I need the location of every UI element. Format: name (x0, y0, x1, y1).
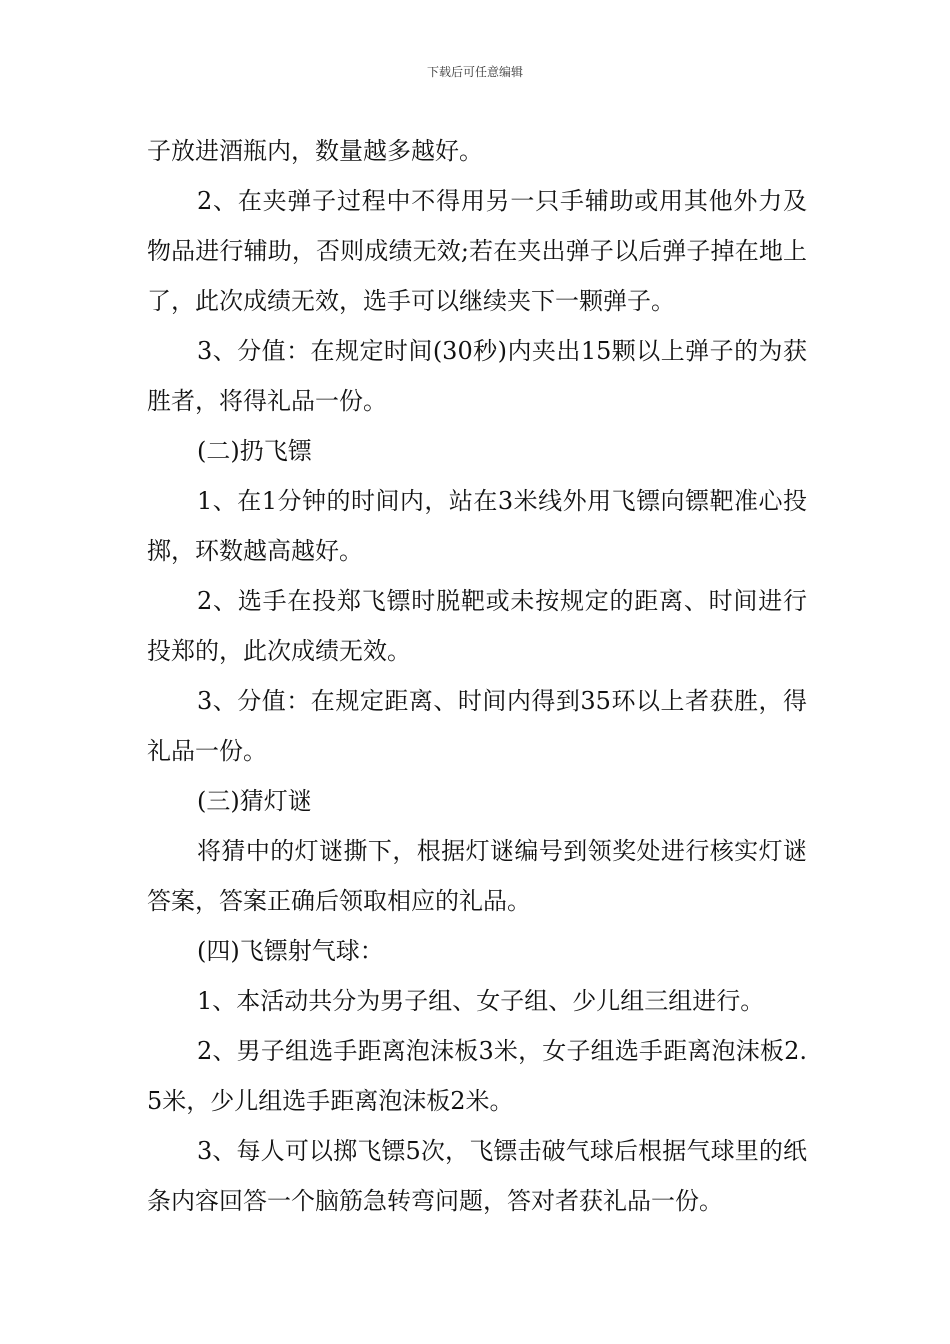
paragraph: 将猜中的灯谜撕下，根据灯谜编号到领奖处进行核实灯谜答案，答案正确后领取相应的礼品。 (147, 837, 807, 915)
paragraph: 3、分值：在规定距离、时间内得到35环以上者获胜，得礼品一份。 (147, 687, 807, 765)
paragraph: 2、在夹弹子过程中不得用另一只手辅助或用其他外力及物品进行辅助，否则成绩无效;若在夹出弹子以后弹子掉在地上了，此次成绩无效，选手可以继续夹下一颗弹子。 (147, 187, 807, 315)
paragraph: 3、分值：在规定时间(30秒)内夹出15颗以上弹子的为获胜者，将得礼品一份。 (147, 337, 807, 415)
paragraph: 1、本活动共分为男子组、女子组、少儿组三组进行。 (197, 987, 765, 1015)
paragraph: 3、每人可以掷飞镖5次，飞镖击破气球后根据气球里的纸条内容回答一个脑筋急转弯问题，答对者获礼品一份。 (147, 1137, 807, 1215)
section-heading: (三)猜灯谜 (197, 787, 312, 815)
paragraph: 2、男子组选手距离泡沫板3米，女子组选手距离泡沫板2.5米，少儿组选手距离泡沫板2米。 (147, 1037, 807, 1115)
paragraph: 1、在1分钟的时间内，站在3米线外用飞镖向镖靶准心投掷，环数越高越好。 (147, 487, 807, 565)
paragraph: 子放进酒瓶内，数量越多越好。 (147, 137, 483, 165)
document-body (147, 126, 807, 1226)
section-heading: (四)飞镖射气球： (197, 937, 384, 965)
section-heading: (二)扔飞镖 (197, 437, 312, 465)
page-header-note: 下载后可任意编辑 (426, 65, 523, 79)
paragraph: 2、选手在投郑飞镖时脱靶或未按规定的距离、时间进行投郑的，此次成绩无效。 (147, 587, 807, 665)
